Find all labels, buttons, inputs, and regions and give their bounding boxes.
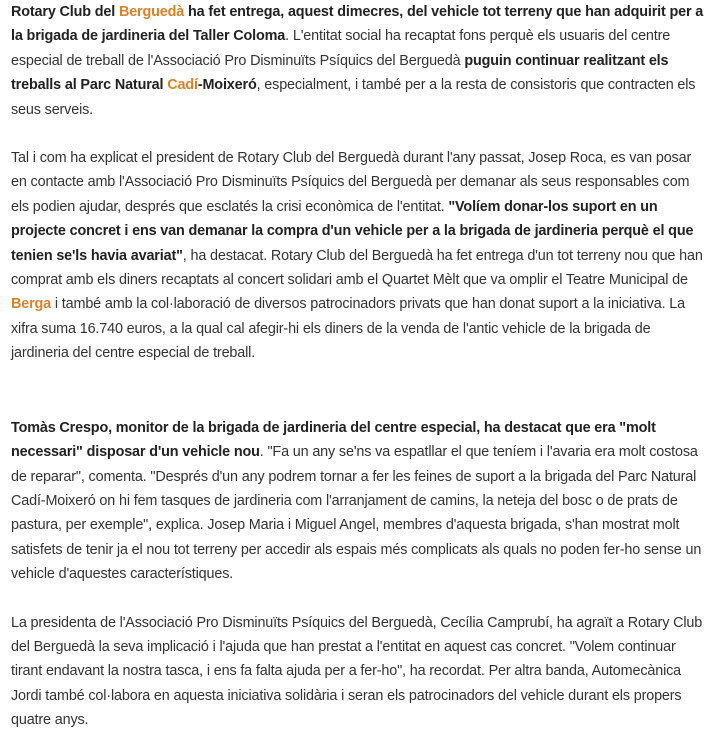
paragraph-4: [11, 611, 705, 733]
bold-quote: "Volíem donar-los suport en un projecte concret i ens van demanar la compra d'un vehicle per a la brigada de jardineria perquè el que tenien se'ls havia avariat": [11, 198, 694, 264]
text-run: . "Fa un any se'ns va espatllar el que teníem i l'avaria era molt costosa de reparar", comenta. "Després d'un any podrem tornar a fer les feines de suport a la brigada del Parc Natural Cadí-Moixeró on hi fem tasques de jardineria com l'arranjament de camins, la neteja del bosc o de prats de pastura, per exemple", explica. Josep Maria i Miguel Angel, membres d'aquesta brigada, s'han mostrat molt satisfets de tenir ja el nou tot terreny per accedir als espais més complicats als quals no poden fer-ho sense un vehicle d'aquestes característiques.: [11, 444, 702, 583]
paragraph-2: [11, 146, 705, 366]
text-run: Tal i com ha explicat el president de Rotary Club del Berguedà durant l'any passat, Josep Roca, es van posar en contacte amb l'Associació Pro Disminuïts Psíquics del Berguedà per demanar als seus responsables com els podien ajudar, després que esclatés la crisi econòmica de l'entitat.: [11, 150, 692, 215]
text-run: La presidenta de l'Associació Pro Disminuïts Psíquics del Berguedà, Cecília Camprubí, ha agraït a Rotary Club del Berguedà la seva implicació i l'ajuda que han prestat a l'entitat en aquest cas concret. "Volem continuar tirant endavant la nostra tasca, i ens fa falta ajuda per a fer-ho", ha recordat. Per altra banda, Automecànica Jordi també col·labora en aquesta iniciativa solidària i seran els patrocinadors del vehicle durant els propers quatre anys.: [11, 614, 703, 729]
bold-run: puguin continuar realitzant els treballs al Parc Natural: [11, 52, 669, 94]
bold-run: Rotary Club del: [11, 4, 119, 20]
bold-text: Tomàs Crespo, monitor de la brigada de jardineria del centre especial, ha destacat que era "molt necessari" disposar d'un vehicle nou: [11, 419, 656, 461]
text-run: . L'entitat social ha recaptat fons perquè els usuaris del centre especial de treball de l'Associació Pro Disminuïts Psíquics del Berguedà: [11, 28, 671, 69]
text-run: i també amb la col·laboració de diversos patrocinadors privats que han donat suport a la iniciativa. La xifra suma 16.740 euros, a la qual cal afegir-hi els diners de la venda de l'antic vehicle de la brigada de jardineria del centre especial de treball.: [11, 296, 685, 362]
link-berga[interactable]: Berga: [11, 296, 52, 313]
link-bergueda[interactable]: Berguedà: [118, 4, 185, 20]
bold-run: ha fet entrega, aquest dimecres, del vehicle tot terreny que han adquirit per a la brigada de jardineria del Taller Coloma: [11, 4, 704, 45]
text-run: , ha destacat. Rotary Club del Berguedà ha fet entrega d'un tot terreny nou que han comprat amb els diners recaptats al concert solidari amb el Quartet Mèlt que va omplir el Teatre Municipal de: [11, 247, 703, 289]
paragraph-1: [11, 0, 705, 122]
article-body: [11, 0, 705, 733]
bold-run: -Moixeró: [197, 77, 257, 94]
paragraph-3: [11, 416, 705, 587]
text-run: , especialment, i també per a la resta de consistoris que contracten els seus serveis.: [11, 77, 696, 118]
link-cadi[interactable]: Cadí: [167, 77, 198, 94]
